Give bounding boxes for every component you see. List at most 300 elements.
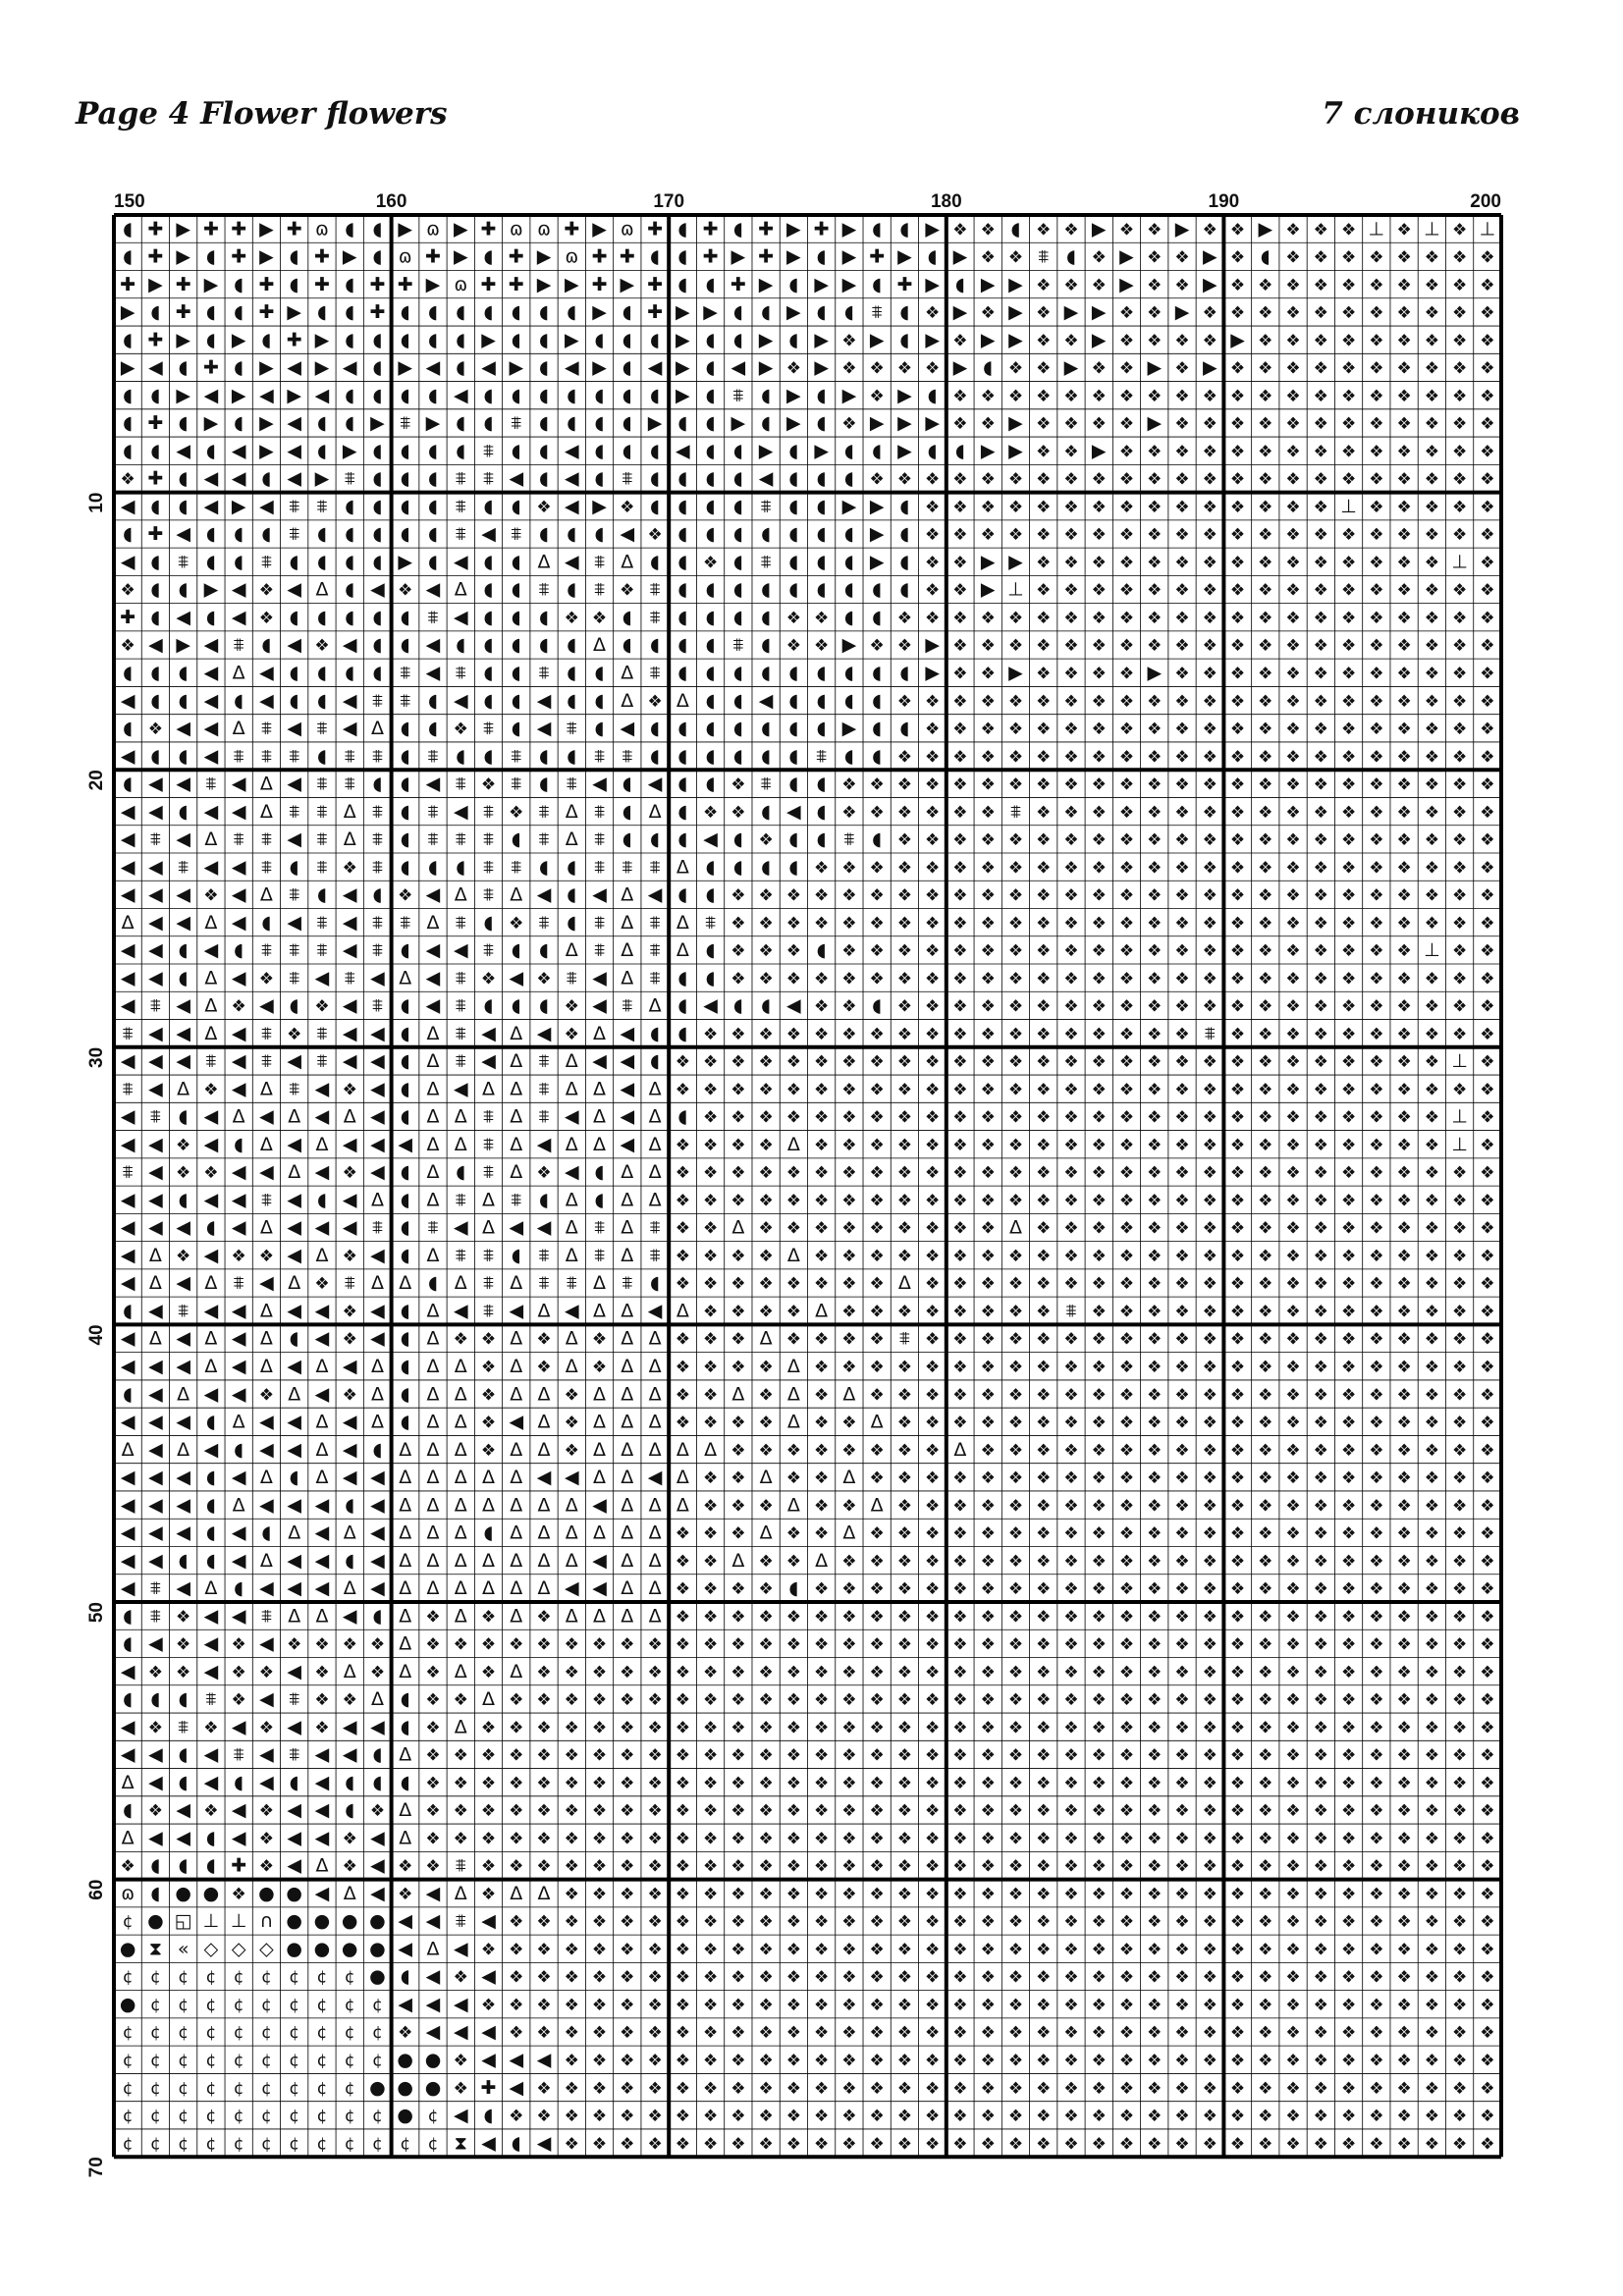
stitch-symbol: ❖ [785, 2078, 801, 2099]
stitch-symbol: ● [424, 2049, 442, 2071]
stitch-symbol: Δ [593, 1078, 607, 1100]
stitch-symbol: ❖ [869, 858, 885, 879]
stitch-symbol: ❖ [1396, 747, 1412, 768]
stitch-symbol: ❖ [1063, 2134, 1079, 2155]
stitch-symbol: ❖ [1202, 525, 1217, 546]
stitch-symbol: ◖ [456, 856, 466, 879]
stitch-symbol: ❖ [1258, 1024, 1273, 1044]
stitch-symbol: ✚ [231, 1854, 247, 1877]
stitch-symbol: ❖ [1063, 386, 1079, 406]
stitch-symbol: ❖ [814, 2107, 830, 2127]
stitch-symbol: ❖ [1063, 1413, 1079, 1433]
stitch-symbol: ❖ [869, 1080, 885, 1100]
stitch-symbol: ❖ [1202, 1523, 1217, 1544]
stitch-symbol: ◖ [316, 745, 327, 768]
stitch-symbol: ❖ [342, 1856, 357, 1877]
stitch-symbol: ◀ [536, 1467, 552, 1489]
stitch-symbol: ❖ [1258, 636, 1273, 657]
stitch-symbol: ❖ [1480, 969, 1495, 989]
stitch-symbol: ¢ [178, 2023, 189, 2044]
stitch-symbol: ❖ [1007, 747, 1024, 768]
stitch-symbol: ❖ [896, 1468, 913, 1489]
stitch-symbol: Δ [510, 1383, 523, 1406]
stitch-symbol: ⩨ [316, 856, 328, 879]
stitch-symbol: ◖ [372, 523, 383, 546]
stitch-symbol: ◀ [370, 578, 385, 601]
stitch-symbol: ❖ [1340, 220, 1357, 240]
stitch-symbol: ◖ [372, 883, 383, 906]
stitch-symbol: ◀ [176, 1799, 190, 1822]
stitch-symbol: ● [341, 1938, 358, 1960]
stitch-symbol: ❖ [1202, 1246, 1217, 1266]
stitch-symbol: Δ [482, 1577, 496, 1600]
stitch-symbol: ❖ [1091, 1218, 1107, 1239]
stitch-symbol: ❖ [1313, 2134, 1328, 2155]
stitch-symbol: ❖ [1063, 1468, 1079, 1489]
stitch-symbol: ◖ [150, 662, 161, 684]
stitch-symbol: ❖ [1036, 2051, 1052, 2071]
stitch-symbol: ◖ [899, 718, 910, 740]
stitch-symbol: ⩨ [427, 828, 439, 851]
stitch-symbol: ❖ [980, 1024, 996, 1044]
stitch-symbol: ◀ [342, 634, 357, 657]
stitch-symbol: ◖ [816, 467, 827, 490]
stitch-symbol: Δ [315, 1244, 329, 1266]
stitch-symbol: Δ [510, 1605, 523, 1628]
stitch-symbol: ❖ [1340, 1107, 1357, 1128]
stitch-symbol: ❖ [1036, 608, 1052, 628]
stitch-symbol: ❖ [1229, 1884, 1246, 1904]
stitch-symbol: Δ [621, 1161, 634, 1184]
stitch-symbol: ❖ [591, 1662, 608, 1682]
stitch-symbol: ❖ [480, 1440, 497, 1461]
stitch-symbol: ❖ [1369, 1995, 1384, 2015]
stitch-symbol: ❖ [1258, 608, 1273, 628]
stitch-symbol: ▶ [342, 245, 357, 268]
stitch-symbol: ◖ [872, 578, 883, 601]
stitch-symbol: ❖ [675, 1246, 690, 1266]
stitch-symbol: ❖ [1396, 1940, 1412, 1960]
stitch-symbol: ◀ [342, 883, 357, 906]
stitch-symbol: ❖ [1202, 1385, 1217, 1406]
stitch-symbol: ❖ [1091, 1551, 1107, 1572]
stitch-symbol: ❖ [702, 1801, 719, 1822]
stitch-symbol: ¢ [316, 2078, 328, 2099]
stitch-symbol: ▶ [1008, 551, 1023, 573]
stitch-symbol: ⩨ [344, 467, 355, 490]
stitch-symbol: ✚ [147, 523, 164, 546]
stitch-symbol: ❖ [841, 1191, 857, 1211]
stitch-symbol: ◖ [123, 245, 134, 268]
stitch-symbol: ◖ [732, 856, 743, 879]
stitch-symbol: ❖ [758, 2107, 774, 2127]
stitch-symbol: ⩨ [289, 939, 300, 962]
stitch-symbol: ⩨ [483, 1133, 494, 1155]
stitch-symbol: Δ [399, 1605, 412, 1628]
stitch-symbol: ❖ [1063, 414, 1079, 435]
stitch-symbol: ❖ [896, 1967, 913, 1988]
stitch-symbol: ❖ [1285, 1218, 1301, 1239]
stitch-symbol: ❖ [120, 636, 135, 657]
stitch-symbol: ❖ [952, 497, 968, 517]
stitch-symbol: ❖ [925, 580, 941, 601]
stitch-symbol: ❖ [1285, 247, 1301, 268]
stitch-symbol: ◀ [453, 939, 468, 962]
stitch-symbol: ❖ [1424, 414, 1439, 435]
stitch-symbol: ❖ [1202, 691, 1217, 712]
stitch-symbol: ❖ [1424, 1107, 1439, 1128]
stitch-symbol: ❖ [1202, 941, 1217, 962]
stitch-symbol: ❖ [1007, 913, 1024, 934]
stitch-symbol: ❖ [1118, 1662, 1135, 1682]
stitch-symbol: ✚ [202, 218, 219, 240]
stitch-symbol: ❖ [1229, 1856, 1246, 1877]
stitch-symbol: ❖ [1063, 1052, 1079, 1073]
stitch-symbol: ❖ [1091, 1274, 1107, 1295]
stitch-symbol: ❖ [1480, 941, 1495, 962]
stitch-symbol: ❖ [1118, 774, 1135, 795]
stitch-symbol: ⩨ [538, 828, 550, 851]
stitch-symbol: ❖ [620, 1856, 635, 1877]
stitch-symbol: ❖ [1369, 1302, 1384, 1322]
stitch-symbol: ❖ [758, 2078, 774, 2099]
stitch-symbol: ❖ [536, 2107, 552, 2127]
stitch-symbol: ◖ [511, 828, 521, 851]
stitch-symbol: ◀ [259, 1632, 274, 1655]
stitch-symbol: ❖ [342, 1385, 357, 1406]
stitch-symbol: Δ [426, 1549, 440, 1572]
stitch-symbol: ¢ [261, 2051, 272, 2071]
stitch-symbol: ❖ [509, 1829, 524, 1849]
stitch-symbol: ❖ [1229, 386, 1246, 406]
stitch-symbol: ❖ [1313, 331, 1328, 351]
stitch-symbol: ❖ [785, 1191, 801, 1211]
stitch-symbol: ◖ [123, 662, 134, 684]
stitch-symbol: ◖ [677, 1105, 688, 1128]
stitch-symbol: ❖ [1258, 1607, 1273, 1628]
stitch-symbol: ⩨ [483, 1105, 494, 1128]
stitch-symbol: Δ [870, 1411, 884, 1433]
stitch-symbol: ◖ [816, 551, 827, 573]
stitch-symbol: ❖ [730, 2078, 746, 2099]
stitch-symbol: ◖ [650, 1022, 661, 1044]
stitch-symbol: ❖ [1229, 913, 1246, 934]
stitch-symbol: ◀ [176, 1411, 190, 1433]
stitch-symbol: ❖ [1091, 1358, 1107, 1378]
stitch-symbol: Δ [288, 1161, 301, 1184]
stitch-symbol: ❖ [1118, 1579, 1135, 1600]
stitch-symbol: ¢ [205, 1995, 217, 2015]
stitch-symbol: ❖ [1480, 1995, 1495, 2015]
stitch-symbol: ❖ [675, 1579, 690, 1600]
stitch-symbol: ⩨ [455, 967, 466, 989]
stitch-symbol: ❖ [1036, 386, 1052, 406]
stitch-symbol: ❖ [1202, 1135, 1217, 1155]
stitch-symbol: ❖ [980, 303, 996, 324]
stitch-symbol: ❖ [1007, 1773, 1024, 1793]
stitch-symbol: ◖ [511, 551, 521, 573]
stitch-symbol: ❖ [1313, 1107, 1328, 1128]
stitch-symbol: ◀ [120, 1467, 135, 1489]
stitch-symbol: ¢ [316, 2023, 328, 2044]
stitch-symbol: ❖ [591, 1634, 608, 1655]
stitch-symbol: ❖ [841, 1218, 857, 1239]
stitch-symbol: ❖ [1007, 1662, 1024, 1682]
stitch-symbol: ❖ [896, 1080, 913, 1100]
stitch-symbol: ❖ [1480, 747, 1495, 768]
stitch-symbol: ◖ [372, 662, 383, 684]
stitch-symbol: ¢ [372, 2134, 383, 2155]
stitch-symbol: ❖ [1480, 1496, 1495, 1517]
stitch-symbol: ◖ [872, 273, 883, 295]
stitch-symbol: ❖ [1118, 1107, 1135, 1128]
stitch-symbol: ❖ [564, 996, 579, 1017]
stitch-symbol: ✚ [702, 245, 719, 268]
stitch-symbol: ❖ [1147, 1579, 1163, 1600]
stitch-symbol: ❖ [620, 497, 635, 517]
stitch-symbol: ❖ [1285, 386, 1301, 406]
stitch-symbol: ❖ [980, 1496, 996, 1517]
stitch-symbol: ❖ [675, 1385, 690, 1406]
stitch-symbol: ❖ [1091, 1468, 1107, 1489]
stitch-symbol: ❖ [1313, 1218, 1328, 1239]
stitch-symbol: ❖ [425, 1773, 441, 1793]
stitch-symbol: ◖ [178, 467, 189, 490]
stitch-symbol: ❖ [1424, 1302, 1439, 1322]
stitch-symbol: ◀ [703, 828, 718, 851]
stitch-symbol: ❖ [1258, 1468, 1273, 1489]
stitch-symbol: ⩨ [455, 773, 466, 795]
stitch-symbol: ❖ [1118, 1940, 1135, 1960]
stitch-symbol: Δ [399, 1577, 412, 1600]
stitch-symbol: ◀ [120, 1716, 135, 1738]
stitch-symbol: ❖ [425, 1718, 441, 1738]
stitch-symbol: ❖ [1285, 1856, 1301, 1877]
stitch-symbol: ⩨ [261, 1605, 272, 1628]
stitch-symbol: ❖ [1147, 1163, 1163, 1184]
stitch-symbol: ❖ [980, 1218, 996, 1239]
stitch-symbol: ❖ [1313, 386, 1328, 406]
stitch-symbol: ❖ [1202, 580, 1217, 601]
stitch-symbol: ❖ [1202, 1329, 1217, 1350]
stitch-symbol: ❖ [1258, 747, 1273, 768]
stitch-symbol: ❖ [1285, 1385, 1301, 1406]
stitch-symbol: ◀ [425, 1910, 441, 1933]
stitch-symbol: Δ [870, 1494, 884, 1517]
stitch-symbol: ❖ [785, 913, 801, 934]
stitch-symbol: ❖ [952, 747, 968, 768]
stitch-symbol: ◖ [511, 994, 521, 1017]
stitch-symbol: ◖ [316, 523, 327, 546]
stitch-symbol: ❖ [1369, 386, 1384, 406]
stitch-symbol: ▶ [120, 301, 135, 324]
stitch-symbol: ❖ [1063, 331, 1079, 351]
stitch-symbol: ◀ [231, 1827, 246, 1849]
stitch-symbol: ◀ [481, 2132, 496, 2155]
stitch-symbol: ▶ [203, 273, 219, 295]
stitch-symbol: ❖ [1007, 858, 1024, 879]
stitch-symbol: ❖ [231, 1634, 246, 1655]
row-label: 50 [86, 1602, 107, 1624]
stitch-symbol: ❖ [1091, 1107, 1107, 1128]
stitch-symbol: ⩨ [594, 745, 605, 768]
stitch-symbol: ❖ [925, 996, 941, 1017]
stitch-symbol: ❖ [1147, 1718, 1163, 1738]
stitch-symbol: Δ [786, 1494, 800, 1517]
stitch-symbol: ◖ [622, 412, 632, 435]
stitch-symbol: ▶ [1063, 301, 1079, 324]
stitch-symbol: ◖ [400, 1771, 410, 1793]
stitch-symbol: Δ [621, 1494, 634, 1517]
stitch-symbol: ❖ [1147, 1191, 1163, 1211]
stitch-symbol: ❖ [814, 1163, 830, 1184]
stitch-symbol: Δ [454, 1577, 467, 1600]
stitch-symbol: ⩨ [622, 994, 633, 1017]
stitch-symbol: ◀ [231, 911, 246, 934]
stitch-symbol: ❖ [1258, 553, 1273, 573]
stitch-symbol: ◖ [567, 856, 577, 879]
stitch-symbol: ❖ [1007, 1856, 1024, 1877]
stitch-symbol: ❖ [1091, 1967, 1107, 1988]
stitch-symbol: ❖ [952, 580, 968, 601]
stitch-symbol: ◖ [427, 718, 438, 740]
stitch-symbol: ❖ [1313, 969, 1328, 989]
stitch-symbol: ❖ [896, 2023, 913, 2044]
stitch-symbol: ❖ [1063, 774, 1079, 795]
stitch-symbol: ❖ [1369, 1884, 1384, 1904]
stitch-symbol: ▶ [869, 495, 885, 517]
stitch-symbol: ❖ [1229, 1496, 1246, 1517]
stitch-symbol: Δ [537, 1438, 551, 1461]
stitch-symbol: Δ [621, 1438, 634, 1461]
stitch-symbol: ◀ [287, 1660, 302, 1682]
stitch-symbol: ◖ [289, 689, 299, 712]
stitch-symbol: ◖ [150, 440, 161, 462]
stitch-symbol: ◀ [203, 1383, 219, 1406]
stitch-symbol: ❖ [1340, 1718, 1357, 1738]
stitch-symbol: ◀ [342, 1743, 357, 1766]
stitch-symbol: ⩨ [483, 883, 494, 906]
stitch-symbol: ◖ [400, 1216, 410, 1239]
stitch-symbol: ❖ [1202, 1274, 1217, 1295]
stitch-symbol: ◀ [703, 994, 718, 1017]
stitch-symbol: ɷ [509, 218, 523, 240]
stitch-symbol: ❖ [1091, 858, 1107, 879]
stitch-symbol: ❖ [925, 1745, 941, 1766]
stitch-symbol: Δ [259, 1300, 273, 1322]
stitch-symbol: ❖ [730, 1191, 746, 1211]
stitch-symbol: ❖ [702, 1995, 719, 2015]
stitch-symbol: ❖ [869, 1718, 885, 1738]
stitch-symbol: ❖ [1340, 941, 1357, 962]
stitch-symbol: ◖ [400, 329, 410, 351]
stitch-symbol: ❖ [1174, 2023, 1190, 2044]
row-label: 30 [86, 1046, 107, 1068]
stitch-symbol: ❖ [1036, 2134, 1052, 2155]
stitch-symbol: ⩨ [1010, 800, 1021, 823]
stitch-symbol: ❖ [1480, 1912, 1495, 1933]
stitch-symbol: ◀ [509, 1411, 524, 1433]
stitch-symbol: ❖ [1118, 1052, 1135, 1073]
stitch-symbol: ❖ [1174, 1218, 1190, 1239]
stitch-symbol: ⩨ [344, 745, 355, 768]
stitch-symbol: ❖ [1424, 802, 1439, 823]
stitch-symbol: ❖ [896, 1912, 913, 1933]
stitch-symbol: ◖ [511, 578, 521, 601]
stitch-symbol: ❖ [1036, 1912, 1052, 1933]
stitch-symbol: ▶ [814, 273, 829, 295]
stitch-symbol: ❖ [1285, 331, 1301, 351]
stitch-symbol: ◀ [120, 1522, 135, 1544]
stitch-symbol: Δ [565, 1244, 578, 1266]
stitch-symbol: ▶ [758, 273, 774, 295]
stitch-symbol: ❖ [702, 1551, 719, 1572]
stitch-symbol: ❖ [675, 1191, 690, 1211]
stitch-symbol: ❖ [1480, 1135, 1495, 1155]
stitch-symbol: ❖ [952, 1107, 968, 1128]
stitch-symbol: ❖ [1369, 331, 1384, 351]
stitch-symbol: ❖ [1285, 969, 1301, 989]
stitch-symbol: ❖ [1202, 220, 1217, 240]
stitch-symbol: ❖ [702, 1191, 719, 1211]
stitch-symbol: Δ [621, 1327, 634, 1350]
stitch-symbol: ◀ [148, 1743, 163, 1766]
stitch-symbol: ❖ [814, 1690, 830, 1711]
stitch-symbol: Δ [315, 1605, 329, 1628]
stitch-symbol: ❖ [702, 1940, 719, 1960]
stitch-symbol: ❖ [785, 1829, 801, 1849]
stitch-symbol: ❖ [1258, 1745, 1273, 1766]
stitch-symbol: ◀ [536, 718, 552, 740]
stitch-symbol: ❖ [1285, 608, 1301, 628]
stitch-symbol: ❖ [1118, 414, 1135, 435]
stitch-symbol: ❖ [1396, 247, 1412, 268]
stitch-symbol: ❖ [620, 1884, 635, 1904]
stitch-symbol: ◀ [453, 2021, 468, 2044]
stitch-symbol: ◀ [287, 1549, 302, 1572]
stitch-symbol: Δ [426, 1050, 440, 1073]
stitch-symbol: ◀ [120, 1244, 135, 1266]
stitch-symbol: ❖ [1118, 747, 1135, 768]
stitch-symbol: ◖ [234, 523, 244, 546]
stitch-symbol: ❖ [425, 1607, 441, 1628]
stitch-symbol: ❖ [896, 1358, 913, 1378]
stitch-symbol: ❖ [1313, 941, 1328, 962]
stitch-symbol: ▶ [841, 495, 857, 517]
stitch-symbol: ▶ [592, 495, 607, 517]
stitch-symbol: ❖ [1063, 1107, 1079, 1128]
stitch-symbol: ◀ [176, 773, 190, 795]
stitch-symbol: Δ [676, 911, 689, 934]
stitch-symbol: ❖ [980, 525, 996, 546]
stitch-symbol: ❖ [785, 1218, 801, 1239]
stitch-symbol: ❖ [1229, 636, 1246, 657]
stitch-symbol: ❖ [1396, 2078, 1412, 2099]
stitch-symbol: ◀ [342, 911, 357, 934]
stitch-symbol: ◖ [622, 329, 632, 351]
stitch-symbol: ❖ [1313, 885, 1328, 906]
stitch-symbol: ◀ [314, 1799, 330, 1822]
stitch-symbol: ❖ [702, 802, 719, 823]
stitch-symbol: ◀ [342, 939, 357, 962]
stitch-symbol: ❖ [1396, 1080, 1412, 1100]
stitch-symbol: ❖ [785, 2107, 801, 2127]
stitch-symbol: ❖ [1063, 1523, 1079, 1544]
stitch-symbol: ◖ [705, 384, 716, 406]
stitch-symbol: ❖ [980, 1274, 996, 1295]
stitch-symbol: ❖ [952, 1634, 968, 1655]
stitch-symbol: ◖ [123, 1383, 134, 1406]
